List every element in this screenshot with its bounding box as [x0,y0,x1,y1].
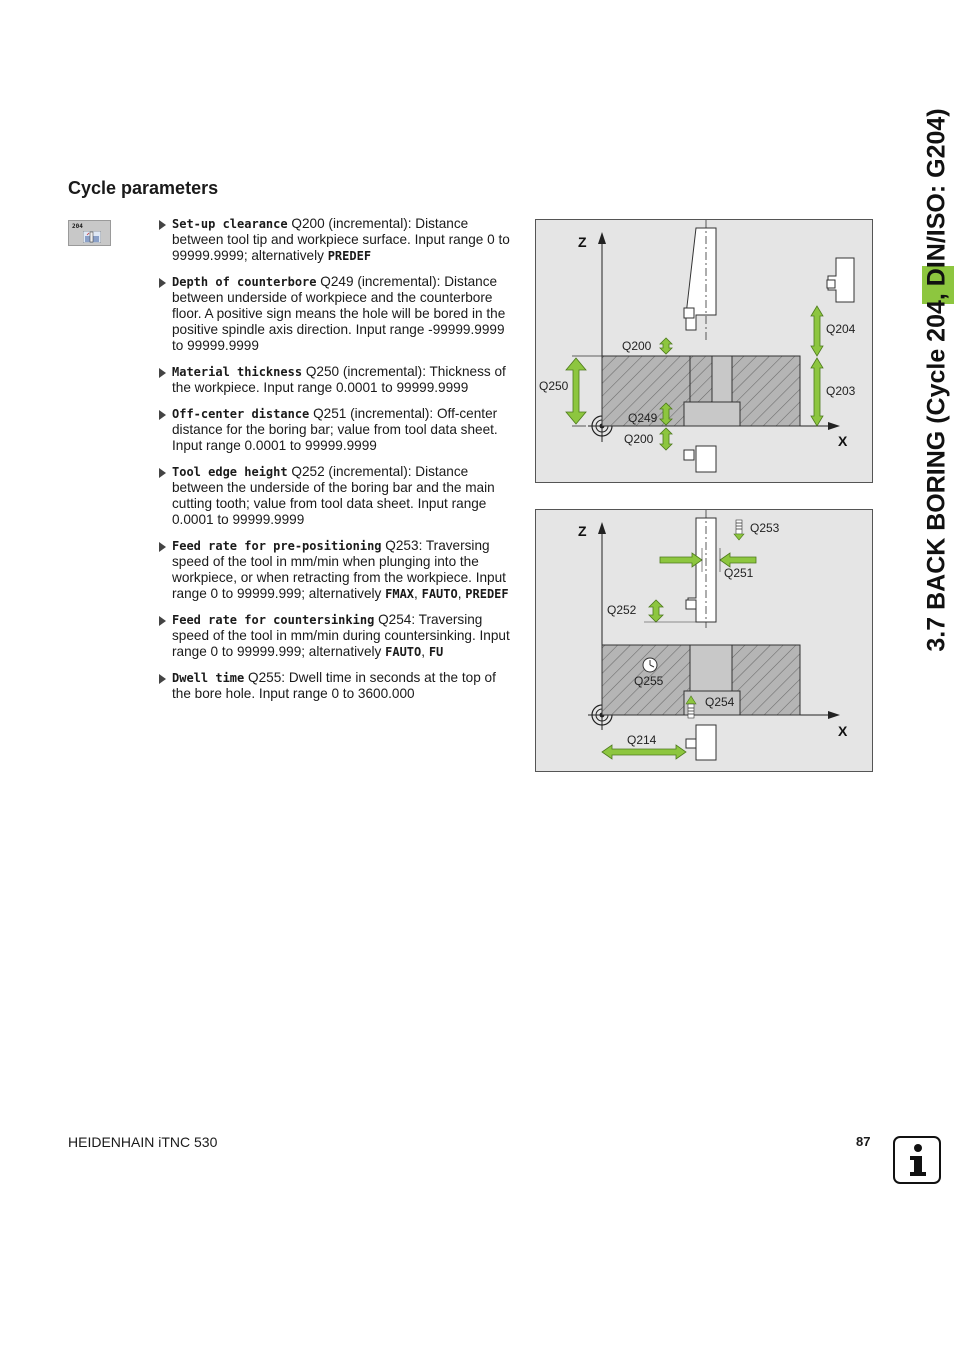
footer-product: HEIDENHAIN iTNC 530 [68,1134,218,1150]
bullet-arrow-icon [159,368,166,378]
boring-bar-lower [696,725,716,760]
back-boring-diagram-feeds [535,509,873,772]
parameter-q-number: Q254 [378,612,412,627]
bullet-arrow-icon [159,278,166,288]
back-boring-diagram-depths [535,219,873,483]
parameter-q-number: Q250 [305,364,340,379]
q200-top-arrow [660,338,672,354]
parameter-description: (incremental): Distance between the underside of the boring bar and the main cutting tooth; value from tool data sheet. Input range 0.0001 to 99999.9999 [172,464,495,527]
parameter-name: Feed rate for countersinking [172,613,375,627]
retracted-tool-cutter [827,280,835,288]
label-q249: Q249 [628,411,658,425]
label-q254: Q254 [705,695,735,709]
x-axis-arrowhead [828,711,840,719]
parameter-item [158,216,510,264]
alternative-keyword: PREDEF [465,587,509,601]
label-q200-top: Q200 [622,339,652,353]
parameter-q-number: Q252 [291,464,325,479]
z-axis-arrowhead [598,522,606,534]
z-axis-label: Z [578,234,587,250]
parameter-item [158,364,510,396]
label-q200-bottom: Q200 [624,432,654,446]
q252-arrow [649,600,663,622]
alternative-keyword: FAUTO [421,587,458,601]
boring-bar-lower-cutter [686,739,696,748]
workpiece-right [732,356,800,426]
parameter-name: Set-up clearance [172,217,288,231]
parameter-q-number: Q253 [385,538,419,553]
alternative-keyword: FU [428,645,444,659]
q204-arrow [811,306,823,356]
boring-bar-cutter [686,600,696,609]
feed-icon-q253 [734,520,744,540]
parameter-name: Dwell time [172,671,245,685]
bullet-arrow-icon [159,220,166,230]
parameter-name: Material thickness [172,365,303,379]
parameter-description: (incremental): Thickness of the workpiece. Input range 0.0001 to 99999.9999 [172,364,506,395]
bullet-arrow-icon [159,674,166,684]
label-q255: Q255 [634,674,664,688]
q251-arrow-right [720,553,756,567]
cycle-204-softkey[interactable] [68,220,111,246]
boring-bar-lower [696,446,716,472]
x-axis-label: X [838,433,848,449]
q214-arrow [602,745,686,759]
label-q214: Q214 [627,733,657,747]
q200-bottom-arrow [660,428,672,450]
bullet-arrow-icon [159,468,166,478]
parameter-description: (incremental): Off-center distance for the boring bar; value from tool data sheet. Input range 0.0001 to 99999.9999 [172,406,498,453]
q203-arrow [811,358,823,426]
running-chapter-title: 3.7 BACK BORING (Cycle 204, DIN/ISO: G204) [922,108,951,652]
label-q203: Q203 [826,384,856,398]
bullet-arrow-icon [159,542,166,552]
alternative-keyword: FMAX [385,587,415,601]
parameter-item [158,464,510,528]
q250-arrow [566,358,586,424]
label-q251: Q251 [724,566,754,580]
x-axis-label: X [838,723,848,739]
bullet-arrow-icon [159,410,166,420]
bullet-arrow-icon [159,616,166,626]
back-boring-icon [83,231,101,243]
page-number: 87 [856,1134,871,1149]
parameter-q-number: Q251 [313,406,347,421]
parameter-item [158,670,510,702]
parameter-description: : Traversing speed of the tool in mm/min when plunging into the workpiece, or when retracting from the workpiece. Input range 0 to 99999.999; alternatively [172,538,506,601]
parameter-description: (incremental): Distance between underside of workpiece and the counterbore floor. A positive sign means the hole will be bored in the positive spindle axis direction. Input range -99999.9999 to 99999.9999 [172,274,506,353]
parameter-name: Tool edge height [172,465,288,479]
parameter-description: : Dwell time in seconds at the top of the bore hole. Input range 0 to 3600.000 [172,670,496,701]
parameter-description: : Traversing speed of the tool in mm/min during countersinking. Input range 0 to 99999.999; alternatively [172,612,510,659]
boring-bar-lower-cutter [684,450,694,460]
label-q204: Q204 [826,322,856,336]
parameter-item [158,406,510,454]
parameter-item [158,274,510,354]
label-q252: Q252 [607,603,637,617]
parameter-description: (incremental): Distance between tool tip and workpiece surface. Input range 0 to 99999.9999; alternatively [172,216,510,263]
section-title: Cycle parameters [68,178,219,198]
dwell-clock-icon [643,658,657,672]
bore-hole [712,356,732,402]
bore-hole [690,645,732,691]
info-icon [893,1136,941,1184]
softkey-number: 204 [72,223,83,230]
parameter-name: Depth of counterbore [172,275,317,289]
parameter-q-number: Q249 [320,274,354,289]
parameter-list [158,216,510,712]
counterbore-pocket [684,402,740,426]
z-axis-arrowhead [598,232,606,244]
parameter-name: Feed rate for pre-positioning [172,539,382,553]
x-axis-arrowhead [828,422,840,430]
parameter-item: Feed rate for countersinking Q254: Traversing speed of the tool in mm/min during countersinking. Input range 0 to 99999.999; alternatively FAUTO, FU [158,612,510,660]
boring-bar-cutter [684,308,694,318]
parameter-item: Feed rate for pre-positioning Q253: Traversing speed of the tool in mm/min when plunging into the workpiece, or when retracting from the workpiece. Input range 0 to 99999.999; alternatively FMAX, FAUTO, PREDEF [158,538,510,602]
alternative-keyword: FAUTO [385,645,422,659]
parameter-name: Off-center distance [172,407,310,421]
label-q253: Q253 [750,521,780,535]
parameter-q-number: Q255 [248,670,282,685]
label-q250: Q250 [539,379,569,393]
parameter-q-number: Q200 [291,216,325,231]
alternative-keyword: PREDEF [327,249,372,263]
z-axis-label: Z [578,523,587,539]
workpiece-right [732,645,800,715]
